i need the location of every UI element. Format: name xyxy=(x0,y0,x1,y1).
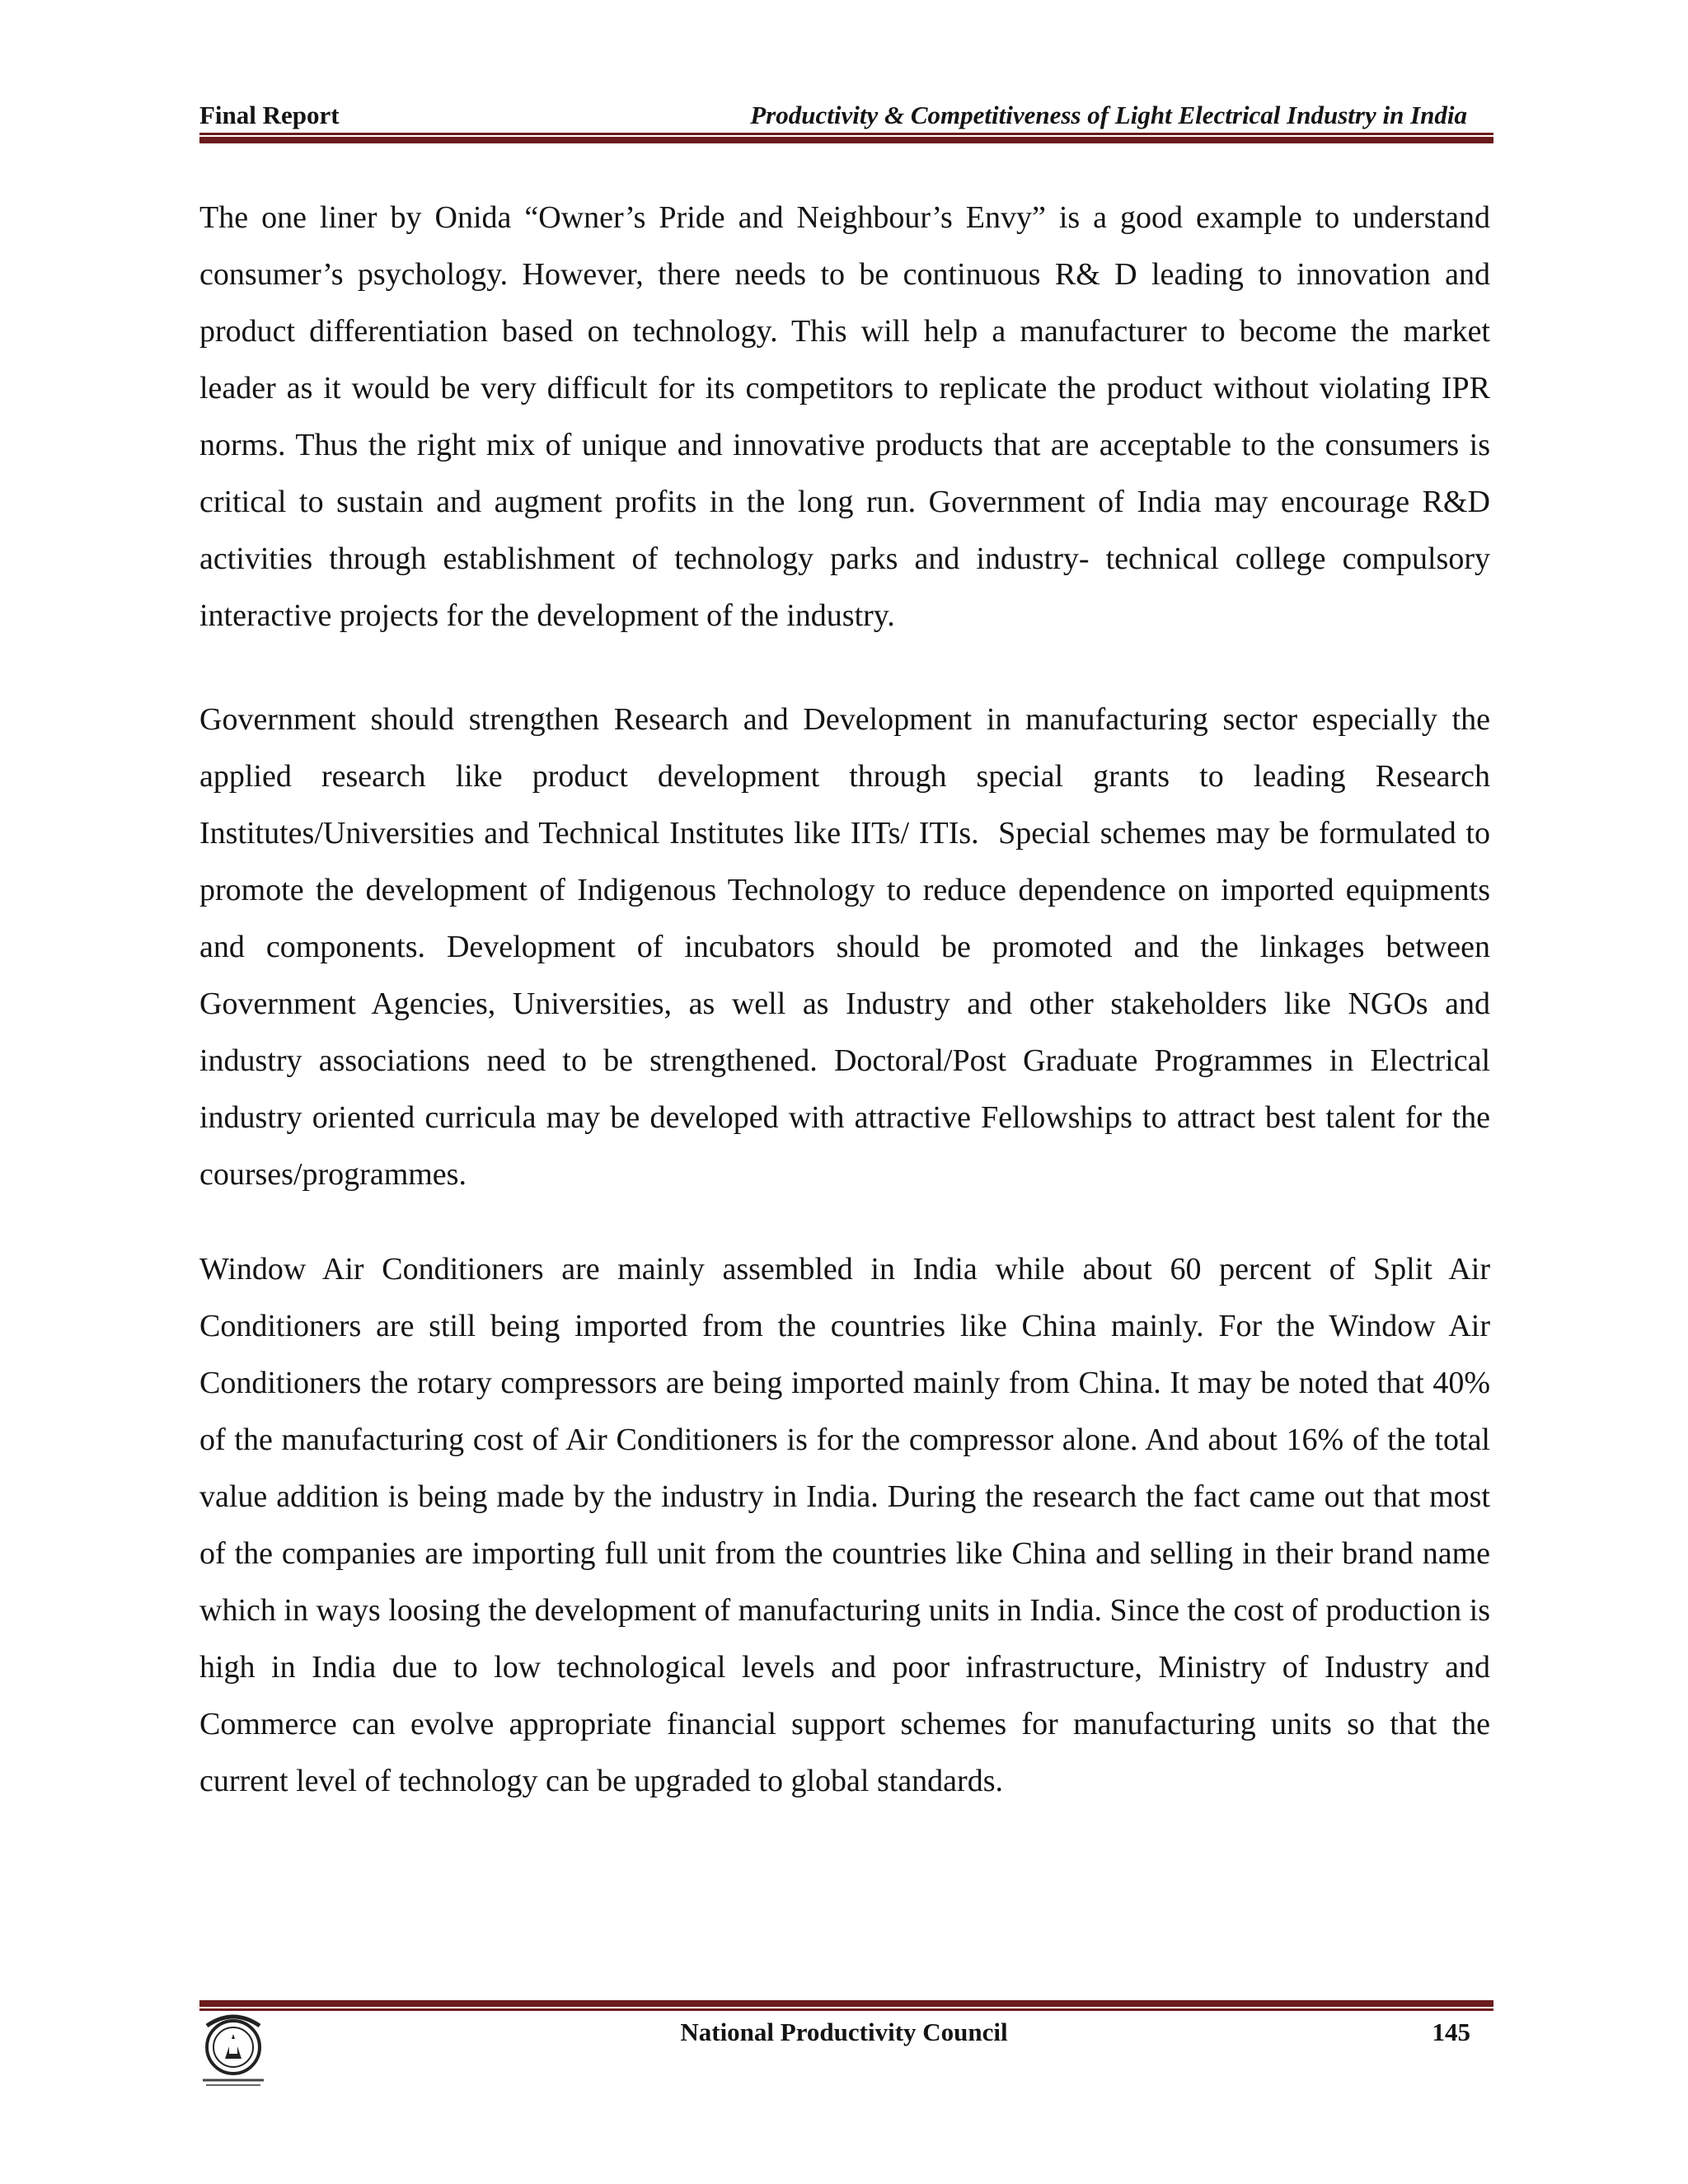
footer-rule-thin xyxy=(199,2008,1493,2011)
main-body xyxy=(199,190,1490,1810)
header-rule-thin xyxy=(199,133,1493,135)
header-right-title: Productivity & Competitiveness of Light Electrical Industry in India xyxy=(750,101,1467,129)
footer-organization: National Productivity Council xyxy=(680,2018,1008,2046)
page-header xyxy=(199,97,1493,134)
header-left-title: Final Report xyxy=(199,101,340,129)
footer-rule-thick xyxy=(199,2000,1493,2007)
header-rule-thick xyxy=(199,137,1493,143)
page-number: 145 xyxy=(1432,2018,1470,2046)
paragraph-3: Window Air Conditioners are mainly assembled in India while about 60 percent of Split Air Conditioners are still being imported from the countries like China mainly. For the Window Air Conditioners the rotary compressors are being imported mainly from China. It may be noted that 40% of the manufacturing cost of Air Conditioners is for the compressor alone. And about 16% of the total value addition is being made by the industry in India. During the research the fact came out that most of the companies are importing full unit from the countries like China and selling in their brand name which in ways loosing the development of manufacturing units in India. Since the cost of production is high in India due to low technological levels and poor infrastructure, Ministry of Industry and Commerce can evolve appropriate financial support schemes for manufacturing units so that the current level of technology can be upgraded to global standards. xyxy=(199,1252,1490,1798)
paragraph-1: The one liner by Onida “Owner’s Pride and Neighbour’s Envy” is a good example to understand consumer’s psychology. However, there needs to be continuous R& D leading to innovation and product differentiation based on technology. This will help a manufacturer to become the market leader as it would be very difficult for its competitors to replicate the product without violating IPR norms. Thus the right mix of unique and innovative products that are acceptable to the consumers is critical to sustain and augment profits in the long run. Government of India may encourage R&D activities through establishment of technology parks and industry- technical college compulsory interactive projects for the development of the industry. xyxy=(199,200,1490,633)
paragraph-2: Government should strengthen Research and Development in manufacturing sector especially the applied research like product development through special grants to leading Research Institutes/Universities and Technical Institutes like IITs/ ITIs. Special schemes may be formulated to promote the development of Indigenous Technology to reduce dependence on imported equipments and components. Development of incubators should be promoted and the linkages between Government Agencies, Universities, as well as Industry and other stakeholders like NGOs and industry associations need to be strengthened. Doctoral/Post Graduate Programmes in Electrical industry oriented curricula may be developed with attractive Fellowships to attract best talent for the courses/programmes. xyxy=(199,702,1490,1192)
